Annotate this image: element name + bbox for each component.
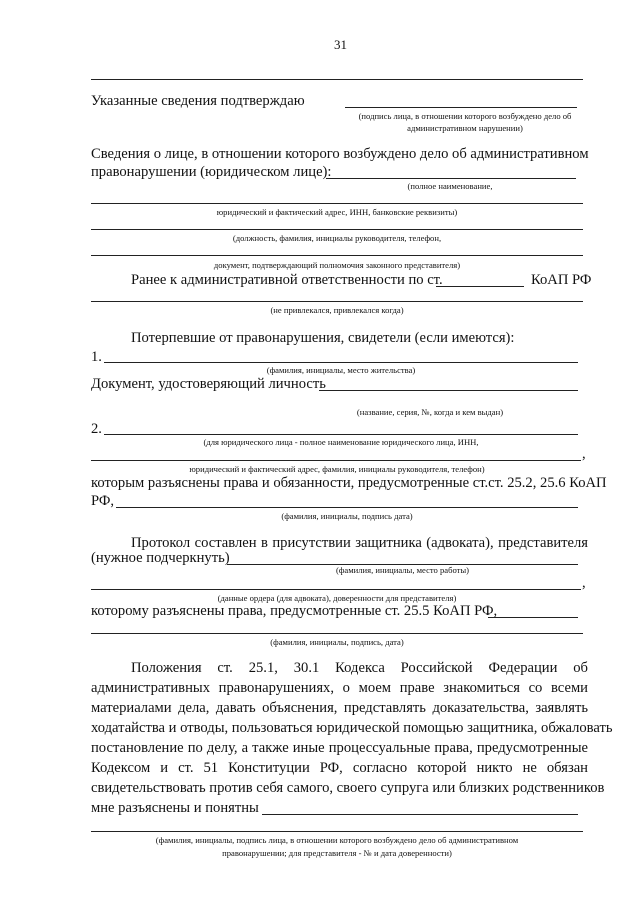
order-field[interactable] <box>91 589 581 590</box>
id-document-field[interactable] <box>319 390 578 391</box>
paragraph-line-4: ходатайства и отводы, пользоваться юридической помощью защитника, обжаловать <box>91 720 613 736</box>
rights-line-1: которым разъяснены права и обязанности, предусмотренные ст.ст. 25.2, 25.6 КоАП <box>91 475 607 491</box>
caption-full-name: (полное наименование, <box>407 181 493 191</box>
caption-legal-full: (для юридического лица - полное наименование юридического лица, ИНН, <box>203 437 479 447</box>
final-caption-1: (фамилия, инициалы, подпись лица, в отношении которого возбуждено дело об административном <box>155 835 519 845</box>
caption-fio-sign-date: (фамилия, инициалы, подпись дата) <box>281 511 413 521</box>
paragraph-last-line: мне разъяснены и понятны <box>91 800 259 816</box>
rights-signature-field[interactable] <box>116 507 578 508</box>
address-field[interactable] <box>91 203 583 204</box>
legal-address-field[interactable] <box>91 460 581 461</box>
caption-address: юридический и фактический адрес, ИНН, банковские реквизиты) <box>216 207 458 217</box>
paragraph-line-7: свидетельствовать против себя самого, своего супруга или близких родственников <box>91 780 605 796</box>
caption-position: (должность, фамилия, инициалы руководителя, телефон, <box>232 233 442 243</box>
legal-person-line-1: Сведения о лице, в отношении которого возбуждено дело об административном <box>91 146 589 162</box>
confirm-text: Указанные сведения подтверждаю <box>91 93 305 109</box>
rights-line-2: РФ, <box>91 493 115 509</box>
top-rule <box>91 79 583 80</box>
comma-1: , <box>582 446 586 462</box>
rights-25-5-text: которому разъяснены права, предусмотренные ст. 25.5 КоАП РФ, <box>91 603 498 619</box>
comma-2: , <box>582 575 586 591</box>
position-field[interactable] <box>91 229 583 230</box>
protocol-line-2: (нужное подчеркнуть) <box>91 550 230 566</box>
confirm-signature-line[interactable] <box>345 107 577 108</box>
final-signature-line[interactable] <box>91 831 583 832</box>
paragraph-line-3: материалами дела, давать объяснения, представлять доказательства, заявлять <box>91 700 588 716</box>
final-caption-2: правонарушении; для представителя - № и дата доверенности) <box>222 848 452 858</box>
confirm-caption-2: административном нарушении) <box>407 123 523 133</box>
paragraph-line-5: постановление по делу, а также иные процессуальные права, предусмотренные <box>91 740 588 756</box>
witness-1-field[interactable] <box>104 362 578 363</box>
caption-fio-sign-date-2: (фамилия, инициалы, подпись, дата) <box>270 637 404 647</box>
caption-fio-residence: (фамилия, инициалы, место жительства) <box>266 365 416 375</box>
id-document-text: Документ, удостоверяющий личность <box>91 376 326 392</box>
caption-id-document: (название, серия, №, когда и кем выдан) <box>356 407 504 417</box>
rights-25-5-signature[interactable] <box>91 633 583 634</box>
paragraph-line-6: Кодексом и ст. 51 Конституции РФ, согласно которой никто не обязан <box>91 760 588 776</box>
document-field[interactable] <box>91 255 583 256</box>
legal-name-field[interactable] <box>326 178 576 179</box>
confirm-caption-1: (подпись лица, в отношении которого возбуждено дело об <box>358 111 572 121</box>
prior-liability-text: Ранее к административной ответственности по ст. <box>131 272 443 288</box>
caption-prior: (не привлекался, привлекался когда) <box>270 305 404 315</box>
acknowledgement-field[interactable] <box>262 814 578 815</box>
koap-label: КоАП РФ <box>531 272 592 288</box>
page-number: 31 <box>334 37 347 52</box>
article-field[interactable] <box>436 286 524 287</box>
prior-liability-field[interactable] <box>91 301 583 302</box>
caption-fio-work: (фамилия, инициалы, место работы) <box>335 565 470 575</box>
witness-2-field[interactable] <box>104 434 578 435</box>
paragraph-line-2: административных правонарушениях, о моем праве знакомиться со всеми <box>91 680 588 696</box>
caption-order: (данные ордера (для адвоката), доверенности для представителя) <box>217 593 457 603</box>
victims-heading: Потерпевшие от правонарушения, свидетели (если имеются): <box>131 330 515 346</box>
protocol-line-1: Протокол составлен в присутствии защитника (адвоката), представителя <box>131 535 588 551</box>
legal-person-line-2: правонарушении (юридическом лице): <box>91 164 332 180</box>
item-2-number: 2. <box>91 421 102 437</box>
caption-legal-address: юридический и фактический адрес, фамилия, инициалы руководителя, телефон) <box>189 464 485 474</box>
item-1-number: 1. <box>91 349 102 365</box>
paragraph-line-1: Положения ст. 25.1, 30.1 Кодекса Российской Федерации об <box>131 660 588 676</box>
rights-25-5-field[interactable] <box>488 617 578 618</box>
caption-document: документ, подтверждающий полномочия законного представителя) <box>213 260 461 270</box>
